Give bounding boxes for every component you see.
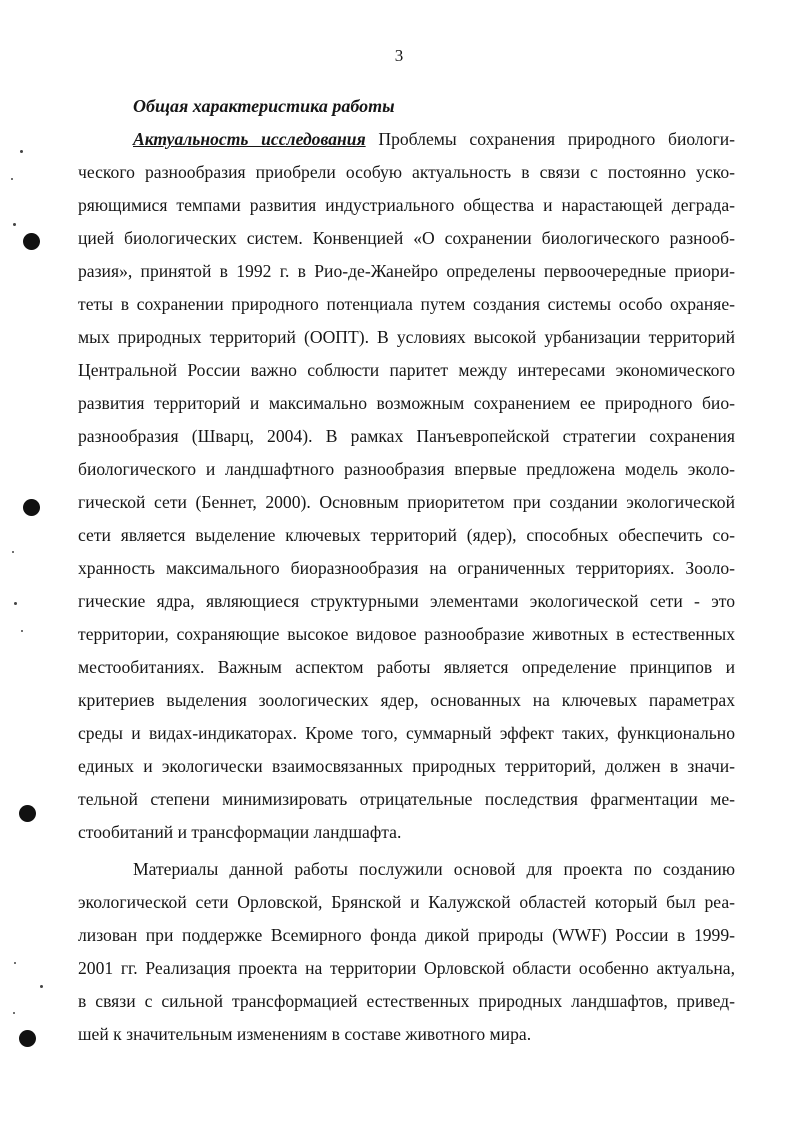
- paragraph-1-line: гической сети (Беннет, 2000). Основным приоритетом при создании экологической: [78, 492, 735, 512]
- paragraph-1-line: Центральной России важно соблюсти паритет между интересами экономического: [78, 360, 735, 380]
- paragraph-1-line: биологического и ландшафтного разнообразия впервые предложена модель эколо-: [78, 459, 735, 479]
- paragraph-2-line: лизован при поддержке Всемирного фонда дикой природы (WWF) России в 1999-: [78, 925, 735, 945]
- paragraph-1-line: цией биологических систем. Конвенцией «О сохранении биологического разнооб-: [78, 228, 735, 248]
- scan-speck: [12, 551, 14, 553]
- section-heading: Общая характеристика работы: [133, 96, 395, 116]
- paragraph-1-line: ряющимися темпами развития индустриального общества и нарастающей деграда-: [78, 195, 735, 215]
- paragraph-1-line: теты в сохранении природного потенциала путем создания системы особо охраняе-: [78, 294, 735, 314]
- paragraph-2-line: в связи с сильной трансформацией естественных природных ландшафтов, привед-: [78, 991, 735, 1011]
- relevance-subheading: Актуальность исследования: [133, 129, 366, 149]
- paragraph-1-line-1-text: Проблемы сохранения природного биологи-: [378, 129, 735, 149]
- punch-hole: [19, 1030, 36, 1047]
- paragraph-1-line: хранность максимального биоразнообразия на ограниченных территориях. Зооло-: [78, 558, 735, 578]
- scan-speck: [11, 178, 13, 180]
- paragraph-1-line: среды и видах-индикаторах. Кроме того, суммарный эффект таких, функционально: [78, 723, 735, 743]
- paragraph-1-line: местообитаниях. Важным аспектом работы является определение принципов и: [78, 657, 735, 677]
- scan-speck: [40, 985, 43, 988]
- paragraph-1-line: стообитаний и трансформации ландшафта.: [78, 822, 402, 842]
- paragraph-2-line: 2001 гг. Реализация проекта на территории Орловской области особенно актуальна,: [78, 958, 735, 978]
- paragraph-1-line: гические ядра, являющиеся структурными элементами экологической сети - это: [78, 591, 735, 611]
- paragraph-1-line: разия», принятой в 1992 г. в Рио-де-Жанейро определены первоочередные приори-: [78, 261, 735, 281]
- page-number: 3: [394, 46, 404, 65]
- scan-speck: [20, 150, 23, 153]
- scan-speck: [14, 962, 16, 964]
- paragraph-1-line: территории, сохраняющие высокое видовое разнообразие животных в естественных: [78, 624, 735, 644]
- scan-speck: [13, 1012, 15, 1014]
- paragraph-1-line: ческого разнообразия приобрели особую актуальность в связи с постоянно уско-: [78, 162, 735, 182]
- paragraph-1-line: единых и экологически взаимосвязанных природных территорий, должен в значи-: [78, 756, 735, 776]
- paragraph-2-line: Материалы данной работы послужили основой для проекта по созданию: [133, 859, 735, 879]
- scan-speck: [21, 630, 23, 632]
- punch-hole: [23, 499, 40, 516]
- paragraph-1-line: сети является выделение ключевых территорий (ядер), способных обеспечить со-: [78, 525, 735, 545]
- punch-hole: [23, 233, 40, 250]
- paragraph-1-line: критериев выделения зоологических ядер, основанных на ключевых параметрах: [78, 690, 735, 710]
- paragraph-2-line: шей к значительным изменениям в составе животного мира.: [78, 1024, 532, 1044]
- paragraph-1-line: мых природных территорий (ООПТ). В условиях высокой урбанизации территорий: [78, 327, 735, 347]
- scan-speck: [13, 223, 16, 226]
- paragraph-1-line-1: [133, 127, 735, 151]
- paragraph-1-line: разнообразия (Шварц, 2004). В рамках Панъевропейской стратегии сохранения: [78, 426, 735, 446]
- paragraph-1-line: тельной степени минимизировать отрицательные последствия фрагментации ме-: [78, 789, 735, 809]
- punch-hole: [19, 805, 36, 822]
- scan-speck: [14, 602, 17, 605]
- paragraph-2-line: экологической сети Орловской, Брянской и Калужской областей который был реа-: [78, 892, 735, 912]
- paragraph-1-line: развития территорий и максимально возможным сохранением ее природного био-: [78, 393, 735, 413]
